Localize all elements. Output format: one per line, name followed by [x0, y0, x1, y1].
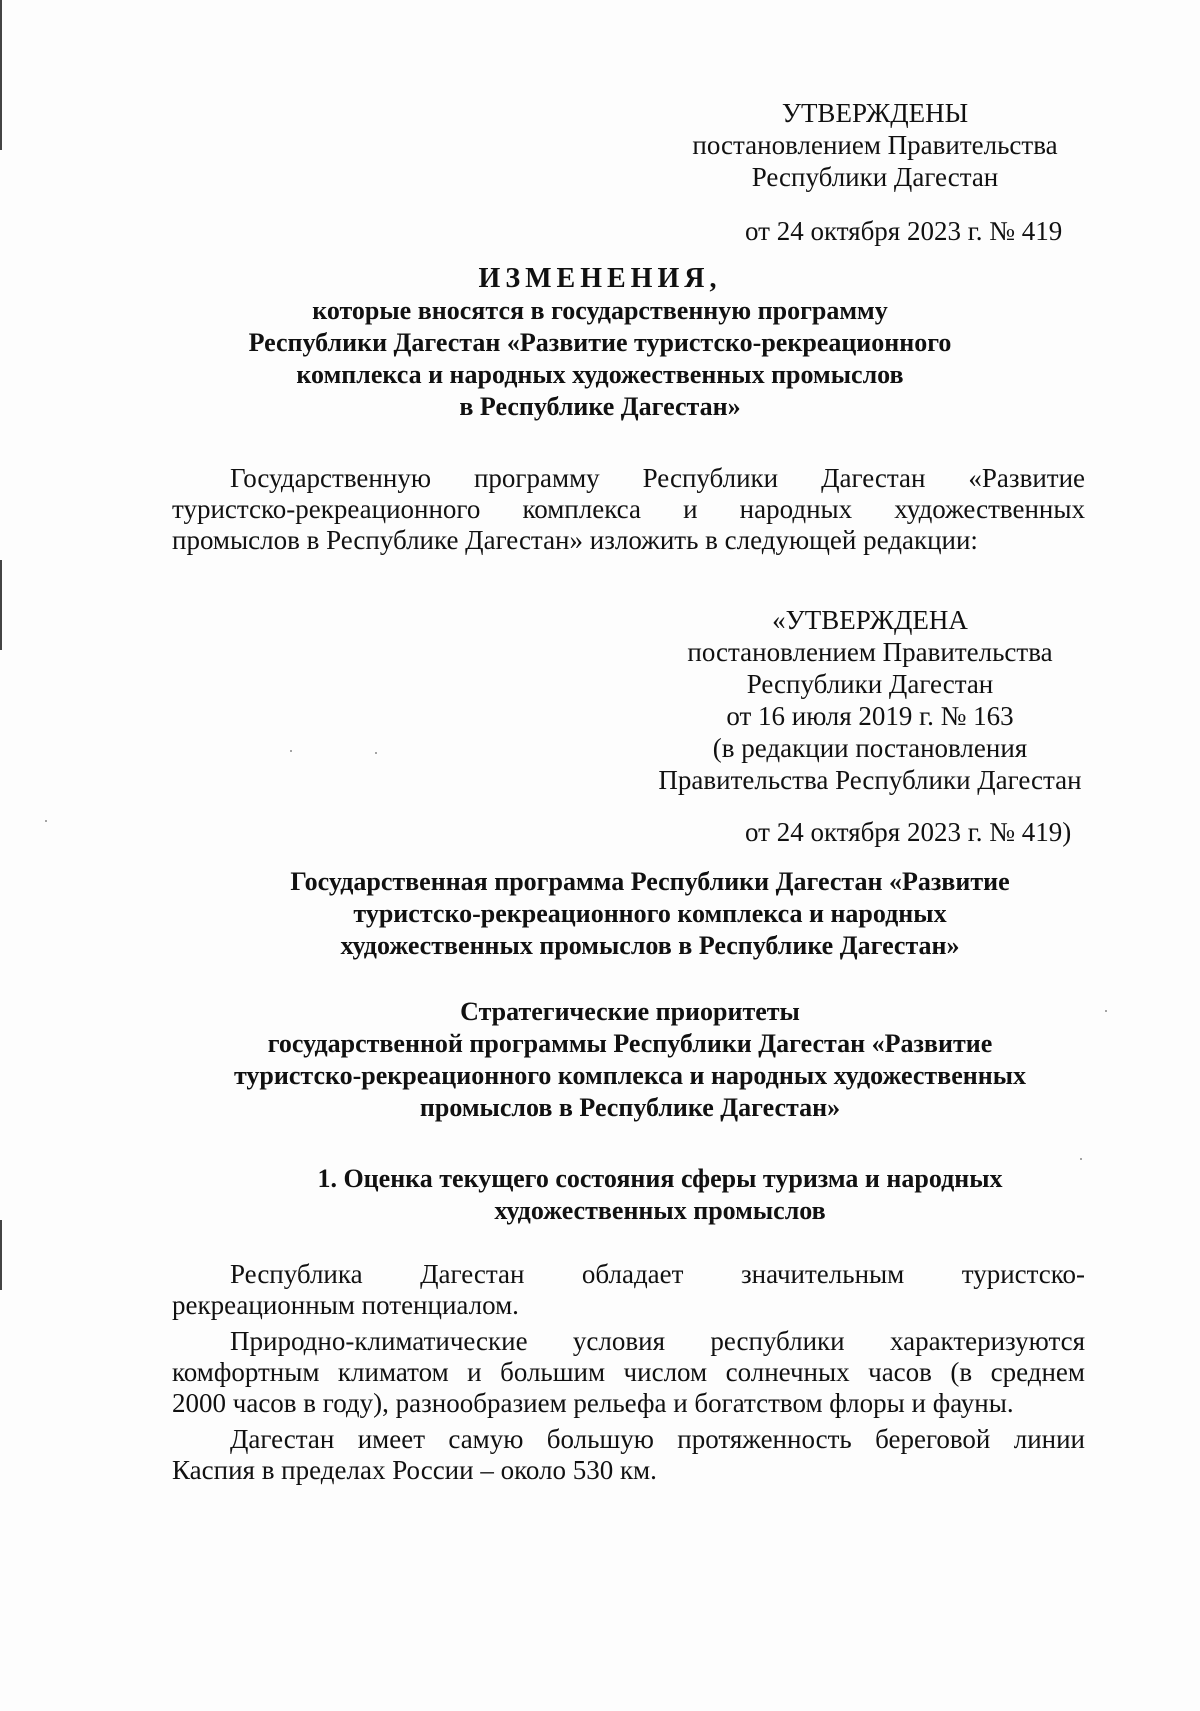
- paragraph-line: промыслов в Республике Дагестан» изложить в следующей редакции:: [172, 525, 978, 555]
- paragraph-line: Природно-климатические условия республики характеризуются: [230, 1326, 1085, 1356]
- body-paragraph: [172, 1259, 1085, 1321]
- scan-edge-mark: [0, 1220, 2, 1290]
- title-line: промыслов в Республике Дагестан»: [419, 1093, 841, 1122]
- approval-line: постановлением Правительства: [692, 130, 1058, 160]
- title-line: которые вносятся в государственную программу: [312, 296, 888, 325]
- title-line: Республики Дагестан «Развитие туристско-рекреационного: [248, 328, 952, 357]
- intro-paragraph: [172, 463, 1085, 556]
- title-line: туристско-рекреационного комплекса и народных: [353, 899, 947, 928]
- title-line: Государственная программа Республики Дагестан «Развитие: [290, 867, 1010, 896]
- approval-line: Республики Дагестан: [751, 162, 999, 192]
- approval-date: от 24 октября 2023 г. № 419: [745, 216, 1063, 246]
- title-line: 1. Оценка текущего состояния сферы туризма и народных: [317, 1164, 1003, 1193]
- paragraph-line: туристско-рекреационного комплекса и народных художественных: [172, 494, 1085, 524]
- document-title: [150, 263, 1050, 423]
- title-line: художественных промыслов: [494, 1196, 826, 1225]
- priorities-title: [180, 996, 1080, 1124]
- scan-speck: [45, 820, 47, 822]
- approval-line: от 16 июля 2019 г. № 163: [726, 701, 1014, 731]
- paragraph-line: рекреационным потенциалом.: [172, 1290, 519, 1320]
- title-line: комплекса и народных художественных промыслов: [296, 360, 904, 389]
- body-paragraph: [172, 1424, 1085, 1486]
- paragraph-line: комфортным климатом и большим числом солнечных часов (в среднем: [172, 1357, 1085, 1387]
- paragraph-line: Республика Дагестан обладает значительным туристско-: [230, 1259, 1085, 1289]
- title-word: ИЗМЕНЕНИЯ,: [478, 263, 722, 294]
- title-line: Стратегические приоритеты: [460, 997, 800, 1026]
- approval-line: Республики Дагестан: [746, 669, 994, 699]
- section-title: [210, 1163, 1110, 1227]
- scan-edge-mark: [0, 0, 2, 150]
- approval-block-revision: [620, 604, 1120, 796]
- program-title: [200, 866, 1100, 962]
- paragraph-line: Каспия в пределах России – около 530 км.: [172, 1455, 657, 1485]
- approval-line: Правительства Республики Дагестан: [658, 765, 1082, 795]
- paragraph-line: 2000 часов в году), разнообразием рельефа и богатством флоры и фауны.: [172, 1388, 1014, 1418]
- approval-block: [640, 97, 1110, 193]
- body-paragraph: [172, 1326, 1085, 1419]
- approval-date: от 24 октября 2023 г. № 419): [745, 817, 1072, 847]
- scan-edge-mark: [0, 560, 2, 650]
- title-line: художественных промыслов в Республике Дагестан»: [340, 931, 960, 960]
- approval-heading: УТВЕРЖДЕНЫ: [781, 98, 969, 128]
- scan-speck: [375, 752, 377, 754]
- title-line: в Республике Дагестан»: [459, 392, 741, 421]
- paragraph-line: Дагестан имеет самую большую протяженность береговой линии: [230, 1424, 1085, 1454]
- approval-heading: «УТВЕРЖДЕНА: [772, 605, 968, 635]
- approval-line: постановлением Правительства: [687, 637, 1053, 667]
- scan-speck: [1080, 1158, 1082, 1160]
- title-line: государственной программы Республики Дагестан «Развитие: [267, 1029, 993, 1058]
- paragraph-line: Государственную программу Республики Дагестан «Развитие: [230, 463, 1085, 493]
- title-line: туристско-рекреационного комплекса и народных художественных: [233, 1061, 1027, 1090]
- scan-speck: [290, 750, 292, 752]
- approval-line: (в редакции постановления: [712, 733, 1028, 763]
- scan-speck: [1105, 1010, 1107, 1012]
